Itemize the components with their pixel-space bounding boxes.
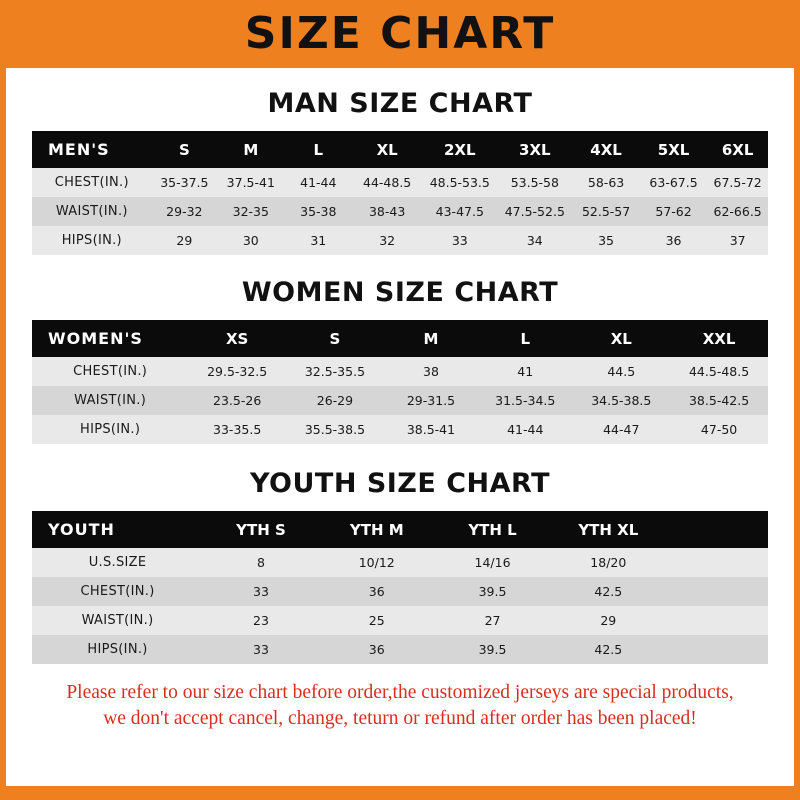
youth-row2-cell1: 23 <box>203 606 319 635</box>
man-row0-cell5: 48.5-53.5 <box>422 168 497 197</box>
man-row1-cell7: 52.5-57 <box>572 197 639 226</box>
footer-bar <box>0 786 800 800</box>
order-notice <box>28 680 772 733</box>
women-row2-cell2: 35.5-38.5 <box>286 415 384 444</box>
man-row2-cell1: 29 <box>152 226 217 255</box>
table-row <box>32 357 768 386</box>
man-row1-cell8: 57-62 <box>640 197 707 226</box>
youth-header-cell-4: YTH XL <box>550 511 666 548</box>
women-row2-cell0: HIPS(IN.) <box>32 415 188 444</box>
women-table-head <box>32 320 768 357</box>
women-header-cell-6: XXL <box>670 320 768 357</box>
youth-row1-cell2: 36 <box>319 577 435 606</box>
man-size-table <box>32 131 768 255</box>
women-row1-cell4: 31.5-34.5 <box>478 386 572 415</box>
women-table-wrapper <box>32 320 768 444</box>
youth-row3-cell1: 33 <box>203 635 319 664</box>
man-header-cell-3: L <box>285 131 352 168</box>
man-table-body <box>32 168 768 255</box>
man-row2-cell2: 30 <box>217 226 284 255</box>
women-row0-cell5: 44.5 <box>572 357 670 386</box>
man-row0-cell2: 37.5-41 <box>217 168 284 197</box>
man-table-head <box>32 131 768 168</box>
youth-row2-cell3: 27 <box>435 606 551 635</box>
youth-row1-cell3: 39.5 <box>435 577 551 606</box>
youth-row0-cell1: 8 <box>203 548 319 577</box>
youth-table-head <box>32 511 768 548</box>
women-header-cell-4: L <box>478 320 572 357</box>
women-row2-cell1: 33-35.5 <box>188 415 286 444</box>
man-row1-cell2: 32-35 <box>217 197 284 226</box>
women-row1-cell1: 23.5-26 <box>188 386 286 415</box>
youth-header-cell-5 <box>666 511 768 548</box>
man-section-title: MAN SIZE CHART <box>267 88 533 119</box>
table-header-row <box>32 131 768 168</box>
man-header-cell-1: S <box>152 131 217 168</box>
youth-row1-cell4: 42.5 <box>550 577 666 606</box>
women-row0-cell2: 32.5-35.5 <box>286 357 384 386</box>
youth-row3-cell4: 42.5 <box>550 635 666 664</box>
man-row0-cell1: 35-37.5 <box>152 168 217 197</box>
women-size-table <box>32 320 768 444</box>
man-header-cell-4: XL <box>352 131 422 168</box>
youth-row1-cell1: 33 <box>203 577 319 606</box>
women-header-cell-0: WOMEN'S <box>32 320 188 357</box>
man-header-cell-2: M <box>217 131 284 168</box>
women-row1-cell0: WAIST(IN.) <box>32 386 188 415</box>
youth-header-cell-2: YTH M <box>319 511 435 548</box>
man-row2-cell0: HIPS(IN.) <box>32 226 152 255</box>
youth-row2-cell2: 25 <box>319 606 435 635</box>
youth-table-wrapper <box>32 511 768 664</box>
man-row1-cell4: 38-43 <box>352 197 422 226</box>
youth-row2-cell0: WAIST(IN.) <box>32 606 203 635</box>
youth-table-body <box>32 548 768 664</box>
man-table-wrapper <box>32 131 768 255</box>
women-row2-cell3: 38.5-41 <box>384 415 478 444</box>
man-row0-cell0: CHEST(IN.) <box>32 168 152 197</box>
women-row1-cell3: 29-31.5 <box>384 386 478 415</box>
man-row2-cell3: 31 <box>285 226 352 255</box>
youth-row0-cell4: 18/20 <box>550 548 666 577</box>
youth-row2-cell4: 29 <box>550 606 666 635</box>
man-row1-cell3: 35-38 <box>285 197 352 226</box>
man-row2-cell7: 35 <box>572 226 639 255</box>
youth-section-title: YOUTH SIZE CHART <box>249 468 551 499</box>
women-row1-cell2: 26-29 <box>286 386 384 415</box>
youth-row3-cell5 <box>666 635 768 664</box>
youth-row0-cell2: 10/12 <box>319 548 435 577</box>
youth-row0-cell0: U.S.SIZE <box>32 548 203 577</box>
women-row0-cell4: 41 <box>478 357 572 386</box>
women-table-body <box>32 357 768 444</box>
man-row0-cell9: 67.5-72 <box>707 168 768 197</box>
youth-row3-cell0: HIPS(IN.) <box>32 635 203 664</box>
man-row1-cell5: 43-47.5 <box>422 197 497 226</box>
header-banner <box>0 0 800 68</box>
women-row0-cell3: 38 <box>384 357 478 386</box>
youth-row0-cell5 <box>666 548 768 577</box>
table-row <box>32 168 768 197</box>
page-title: SIZE CHART <box>244 8 556 59</box>
women-section-title: WOMEN SIZE CHART <box>241 277 559 308</box>
order-notice-line-2: we don't accept cancel, change, teturn or refund after order has been placed! <box>103 708 697 730</box>
youth-header-cell-0: YOUTH <box>32 511 203 548</box>
table-row <box>32 548 768 577</box>
table-header-row <box>32 511 768 548</box>
table-row <box>32 606 768 635</box>
youth-row2-cell5 <box>666 606 768 635</box>
man-row1-cell1: 29-32 <box>152 197 217 226</box>
women-row0-cell1: 29.5-32.5 <box>188 357 286 386</box>
table-row <box>32 635 768 664</box>
women-row1-cell5: 34.5-38.5 <box>572 386 670 415</box>
man-row2-cell8: 36 <box>640 226 707 255</box>
man-row2-cell6: 34 <box>497 226 572 255</box>
women-header-cell-2: S <box>286 320 384 357</box>
man-row0-cell7: 58-63 <box>572 168 639 197</box>
table-row <box>32 226 768 255</box>
man-row1-cell9: 62-66.5 <box>707 197 768 226</box>
women-row2-cell4: 41-44 <box>478 415 572 444</box>
women-header-cell-3: M <box>384 320 478 357</box>
man-row0-cell4: 44-48.5 <box>352 168 422 197</box>
man-row0-cell8: 63-67.5 <box>640 168 707 197</box>
man-row1-cell6: 47.5-52.5 <box>497 197 572 226</box>
women-header-cell-1: XS <box>188 320 286 357</box>
youth-size-table <box>32 511 768 664</box>
man-row0-cell6: 53.5-58 <box>497 168 572 197</box>
women-row0-cell0: CHEST(IN.) <box>32 357 188 386</box>
man-header-cell-8: 5XL <box>640 131 707 168</box>
youth-row3-cell3: 39.5 <box>435 635 551 664</box>
man-header-cell-9: 6XL <box>707 131 768 168</box>
table-row <box>32 386 768 415</box>
man-row2-cell4: 32 <box>352 226 422 255</box>
table-header-row <box>32 320 768 357</box>
youth-row1-cell0: CHEST(IN.) <box>32 577 203 606</box>
women-row0-cell6: 44.5-48.5 <box>670 357 768 386</box>
man-row2-cell9: 37 <box>707 226 768 255</box>
table-row <box>32 415 768 444</box>
order-notice-line-1: Please refer to our size chart before order,the customized jerseys are special products, <box>66 682 734 703</box>
youth-row3-cell2: 36 <box>319 635 435 664</box>
women-row1-cell6: 38.5-42.5 <box>670 386 768 415</box>
youth-header-cell-1: YTH S <box>203 511 319 548</box>
man-header-cell-6: 3XL <box>497 131 572 168</box>
man-row0-cell3: 41-44 <box>285 168 352 197</box>
youth-row0-cell3: 14/16 <box>435 548 551 577</box>
youth-header-cell-3: YTH L <box>435 511 551 548</box>
man-header-cell-0: MEN'S <box>32 131 152 168</box>
women-row2-cell5: 44-47 <box>572 415 670 444</box>
man-header-cell-5: 2XL <box>422 131 497 168</box>
women-row2-cell6: 47-50 <box>670 415 768 444</box>
man-row2-cell5: 33 <box>422 226 497 255</box>
table-row <box>32 577 768 606</box>
youth-row1-cell5 <box>666 577 768 606</box>
table-row <box>32 197 768 226</box>
man-header-cell-7: 4XL <box>572 131 639 168</box>
man-row1-cell0: WAIST(IN.) <box>32 197 152 226</box>
women-header-cell-5: XL <box>572 320 670 357</box>
